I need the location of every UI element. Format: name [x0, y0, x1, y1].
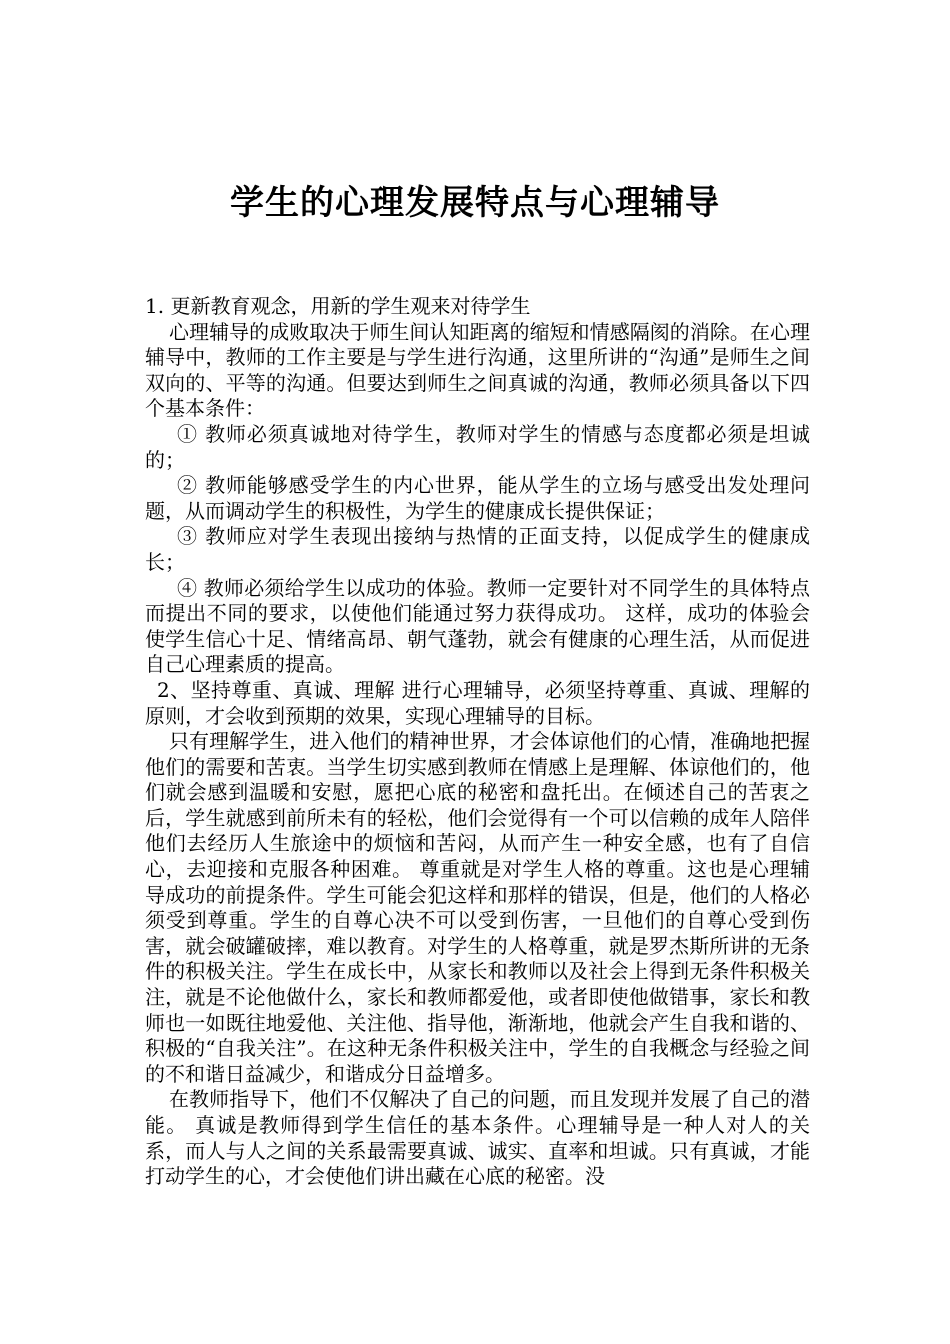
section-heading-2: 2、坚持尊重、真诚、理解 进行心理辅导，必须坚持尊重、真诚、理解的原则，才会收到预期的效果，实现心理辅导的目标。 [145, 677, 810, 728]
list-item-1: ① 教师必须真诚地对待学生，教师对学生的情感与态度都必须是坦诚的； [145, 421, 810, 472]
section-heading-1: 1. 更新教育观念，用新的学生观来对待学生 [145, 294, 531, 318]
document-title: 学生的心理发展特点与心理辅导 [230, 183, 720, 223]
body-paragraph: 心理辅导的成败取决于师生间认知距离的缩短和情感隔阂的消除。在心理辅导中，教师的工作主要是与学生进行沟通，这里所讲的“沟通”是师生之间双向的、平等的沟通。但要达到师生之间真诚的沟通，教师必须具备以下四个基本条件： [145, 319, 810, 421]
list-item-2: ② 教师能够感受学生的内心世界，能从学生的立场与感受出发处理问题，从而调动学生的积极性，为学生的健康成长提供保证； [145, 473, 810, 523]
body-paragraph: 在教师指导下，他们不仅解决了自己的问题，而且发现并发展了自己的潜能。 真诚是教师得到学生信任的基本条件。心理辅导是一种人对人的关系，而人与人之间的关系最需要真诚、诚实、直率和坦诚。只有真诚，才能打动学生的心，才会使他们讲出藏在心底的秘密。没 [145, 1087, 810, 1189]
list-item-3: ③ 教师应对学生表现出接纳与热情的正面支持，以促成学生的健康成长； [145, 524, 810, 574]
document-body [145, 294, 810, 1190]
list-item-4: ④ 教师必须给学生以成功的体验。教师一定要针对不同学生的具体特点而提出不同的要求，以使他们能通过努力获得成功。 这样，成功的体验会使学生信心十足、情绪高昂、朝气蓬勃，就会有健康的心理生活，从而促进自己心理素质的提高。 [145, 575, 810, 677]
body-paragraph: 只有理解学生，进入他们的精神世界，才会体谅他们的心情，准确地把握他们的需要和苦衷。当学生切实感到教师在情感上是理解、体谅他们的，他们就会感到温暖和安慰，愿把心底的秘密和盘托出。在倾述自己的苦衷之后，学生就感到前所未有的轻松，他们会觉得有一个可以信赖的成年人陪伴他们去经历人生旅途中的烦恼和苦闷，从而产生一种安全感，也有了自信心，去迎接和克服各种困难。 尊重就是对学生人格的尊重。这也是心理辅导成功的前提条件。学生可能会犯这样和那样的错误，但是，他们的人格必须受到尊重。学生的自尊心决不可以受到伤害，一旦他们的自尊心受到伤害，就会破罐破摔，难以教育。对学生的人格尊重，就是罗杰斯所讲的无条件的积极关注。学生在成长中，从家长和教师以及社会上得到无条件积极关注，就是不论他做什么，家长和教师都爱他，或者即使他做错事，家长和教师也一如既往地爱他、关注他、指导他，渐渐地，他就会产生自我和谐的、积极的“自我关注”。在这种无条件积极关注中，学生的自我概念与经验之间的不和谐日益减少，和谐成分日益增多。 [145, 729, 810, 1086]
